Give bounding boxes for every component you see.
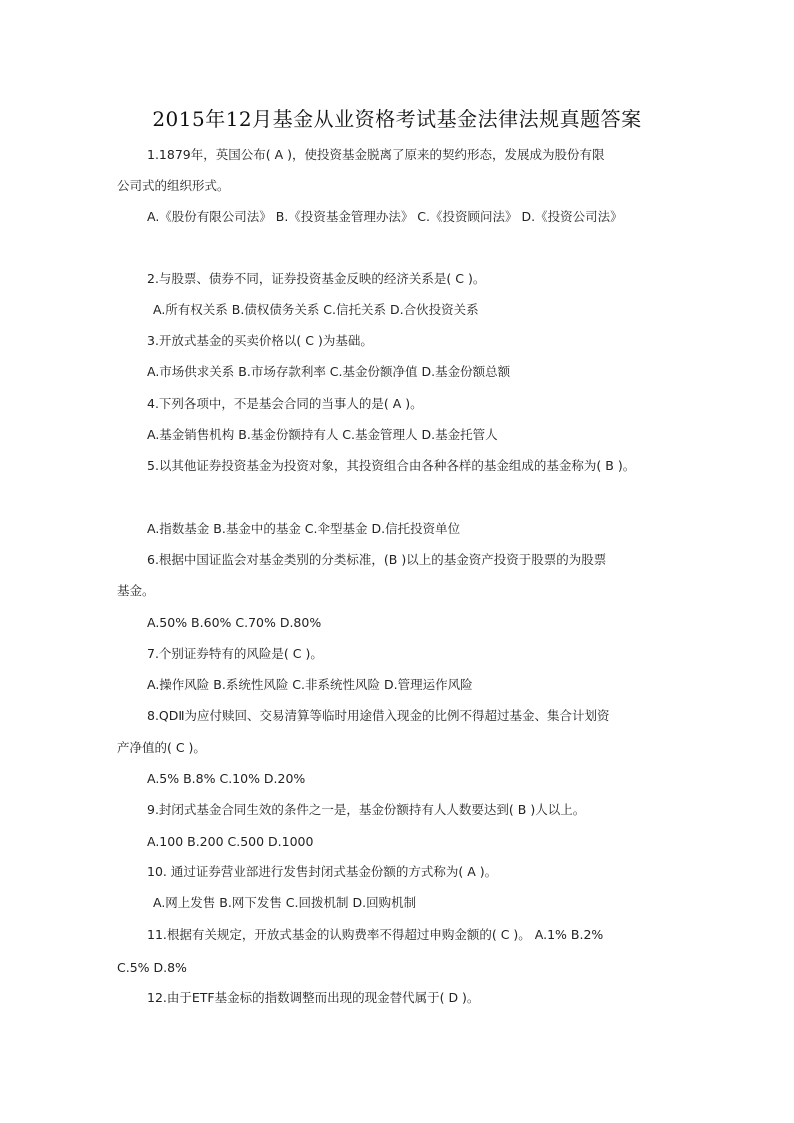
text-line: 2.与股票、债券不同，证券投资基金反映的经济关系是( C )。: [147, 271, 486, 286]
text-line: 基金。: [117, 583, 155, 598]
text-line: 产净值的( C )。: [117, 740, 206, 755]
text-line: 6.根据中国证监会对基金类别的分类标准，(B )以上的基金资产投资于股票的为股票: [147, 552, 607, 567]
text-line: A.指数基金 B.基金中的基金 C.伞型基金 D.信托投资单位: [147, 521, 461, 536]
text-line: 公司式的组织形式。: [117, 178, 230, 193]
text-line: A.所有权关系 B.债权债务关系 C.信托关系 D.合伙投资关系: [153, 302, 479, 317]
text-line: 9.封闭式基金合同生效的条件之一是，基金份额持有人人数要达到( B )人以上。: [147, 802, 586, 817]
text-line: 7.个别证券特有的风险是( C )。: [147, 646, 323, 661]
text-line: A.网上发售 B.网下发售 C.回拨机制 D.回购机制: [153, 895, 417, 910]
text-line: 4.下列各项中，不是基会合同的当事人的是( A )。: [147, 396, 423, 411]
text-line: A.5% B.8% C.10% D.20%: [147, 771, 306, 786]
text-line: 11.根据有关规定，开放式基金的认购费率不得超过申购金额的( C )。 A.1% B.2%: [147, 927, 604, 942]
text-line: C.5% D.8%: [117, 960, 187, 975]
text-line: A.100 B.200 C.500 D.1000: [147, 834, 314, 849]
text-line: 10. 通过证券营业部进行发售封闭式基金份额的方式称为( A )。: [147, 864, 498, 879]
text-line: A.操作风险 B.系统性风险 C.非系统性风险 D.管理运作风险: [147, 677, 473, 692]
text-line: 8.QDⅡ为应付赎回、交易清算等临时用途借入现金的比例不得超过基金、集合计划资: [147, 708, 610, 723]
text-line: 5.以其他证券投资基金为投资对象，其投资组合由各种各样的基金组成的基金称为( B )。: [147, 458, 636, 473]
text-line: A.市场供求关系 B.市场存款利率 C.基金份额净值 D.基金份额总额: [147, 364, 511, 379]
text-line: 1.1879年，英国公布( A )，使投资基金脱离了原来的契约形态，发展成为股份有限: [147, 147, 605, 162]
text-line: 3.开放式基金的买卖价格以( C )为基础。: [147, 333, 373, 348]
document-title: 2015年12月基金从业资格考试基金法律法规真题答案: [152, 107, 642, 131]
text-line: A.基金销售机构 B.基金份额持有人 C.基金管理人 D.基金托管人: [147, 427, 498, 442]
text-line: 12.由于ETF基金标的指数调整而出现的现金替代属于( D )。: [147, 990, 480, 1005]
text-line: A.《股份有限公司法》 B.《投资基金管理办法》 C.《投资顾问法》 D.《投资公司法》: [147, 209, 623, 224]
text-line: A.50% B.60% C.70% D.80%: [147, 615, 322, 630]
